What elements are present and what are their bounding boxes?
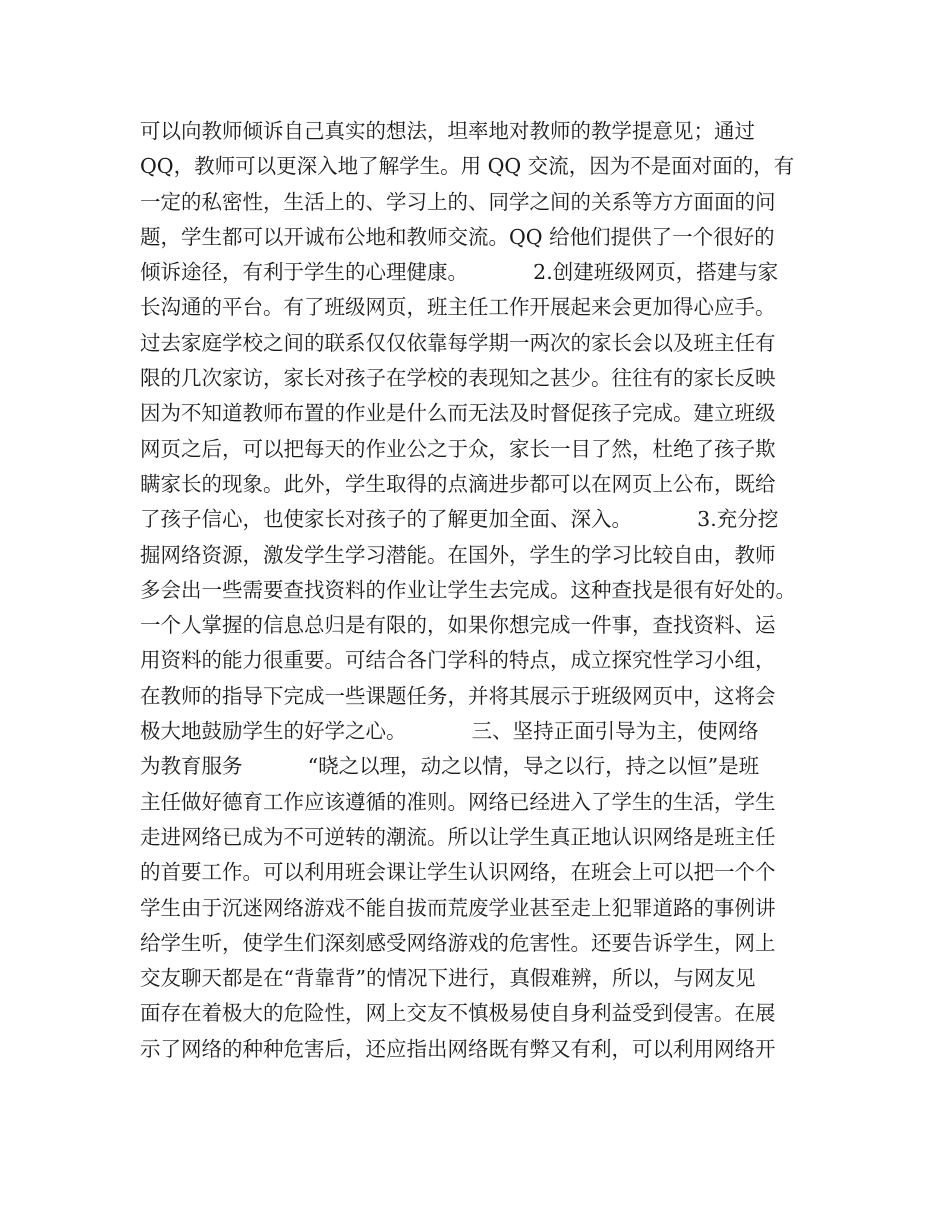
text-line: 的首要工作。可以利用班会课让学生认识网络，在班会上可以把一个个: [140, 860, 776, 885]
text-line: 为教育服务 “晓之以理，动之以情，导之以行，持之以恒”是班: [140, 754, 760, 779]
text-line: 题，学生都可以开诚布公地和教师交流。QQ 给他们提供了一个很好的: [140, 224, 775, 249]
text-line: 学生由于沉迷网络游戏不能自拔而荒废学业甚至走上犯罪道路的事例讲: [140, 895, 776, 920]
text-line: 给学生听，使学生们深刻感受网络游戏的危害性。还要告诉学生，网上: [140, 930, 776, 955]
text-line: 倾诉途径，有利于学生的心理健康。 2.创建班级网页，搭建与家: [140, 260, 779, 285]
text-line: 因为不知道教师布置的作业是什么而无法及时督促孩子完成。建立班级: [140, 401, 776, 426]
text-line: 示了网络的种种危害后，还应指出网络既有弊又有利，可以利用网络开: [140, 1036, 776, 1061]
text-line: 主任做好德育工作应该遵循的准则。网络已经进入了学生的生活，学生: [140, 789, 776, 814]
text-line: 交友聊天都是在“背靠背”的情况下进行，真假难辨，所以，与网友见: [140, 966, 756, 991]
text-line: 可以向教师倾诉自己真实的想法，坦率地对教师的教学提意见；通过: [140, 119, 755, 143]
text-line: 一定的私密性，生活上的、学习上的、同学之间的关系等方方面面的问: [140, 189, 776, 214]
body-text: [140, 114, 820, 1067]
text-line: 用资料的能力很重要。可结合各门学科的特点，成立探究性学习小组，: [140, 648, 776, 673]
text-line: 掘网络资源，激发学生学习潜能。在国外，学生的学习比较自由，教师: [140, 542, 776, 567]
text-line: 极大地鼓励学生的好学之心。 三、坚持正面引导为主，使网络: [140, 719, 759, 744]
text-line: 多会出一些需要查找资料的作业让学生去完成。这种查找是很有好处的。: [140, 577, 796, 602]
text-line: 长沟通的平台。有了班级网页，班主任工作开展起来会更加得心应手。: [140, 295, 776, 320]
text-line: 面存在着极大的危险性，网上交友不慎极易使自身利益受到侵害。在展: [140, 1001, 776, 1026]
text-line: 瞒家长的现象。此外，学生取得的点滴进步都可以在网页上公布，既给: [140, 471, 776, 496]
text-line: 网页之后，可以把每天的作业公之于众，家长一目了然，杜绝了孩子欺: [140, 436, 776, 461]
text-line: 一个人掌握的信息总归是有限的，如果你想完成一件事，查找资料、运: [140, 613, 776, 638]
text-line: 在教师的指导下完成一些课题任务，并将其展示于班级网页中，这将会: [140, 683, 776, 708]
text-line: 了孩子信心，也使家长对孩子的了解更加全面、深入。 3.充分挖: [140, 507, 779, 532]
text-line: QQ，教师可以更深入地了解学生。用 QQ 交流，因为不是面对面的，有: [140, 154, 795, 179]
text-line: 走进网络已成为不可逆转的潮流。所以让学生真正地认识网络是班主任: [140, 824, 776, 849]
text-line: 过去家庭学校之间的联系仅仅依靠每学期一两次的家长会以及班主任有: [140, 330, 776, 355]
text-line: 限的几次家访，家长对孩子在学校的表现知之甚少。往往有的家长反映: [140, 366, 776, 391]
